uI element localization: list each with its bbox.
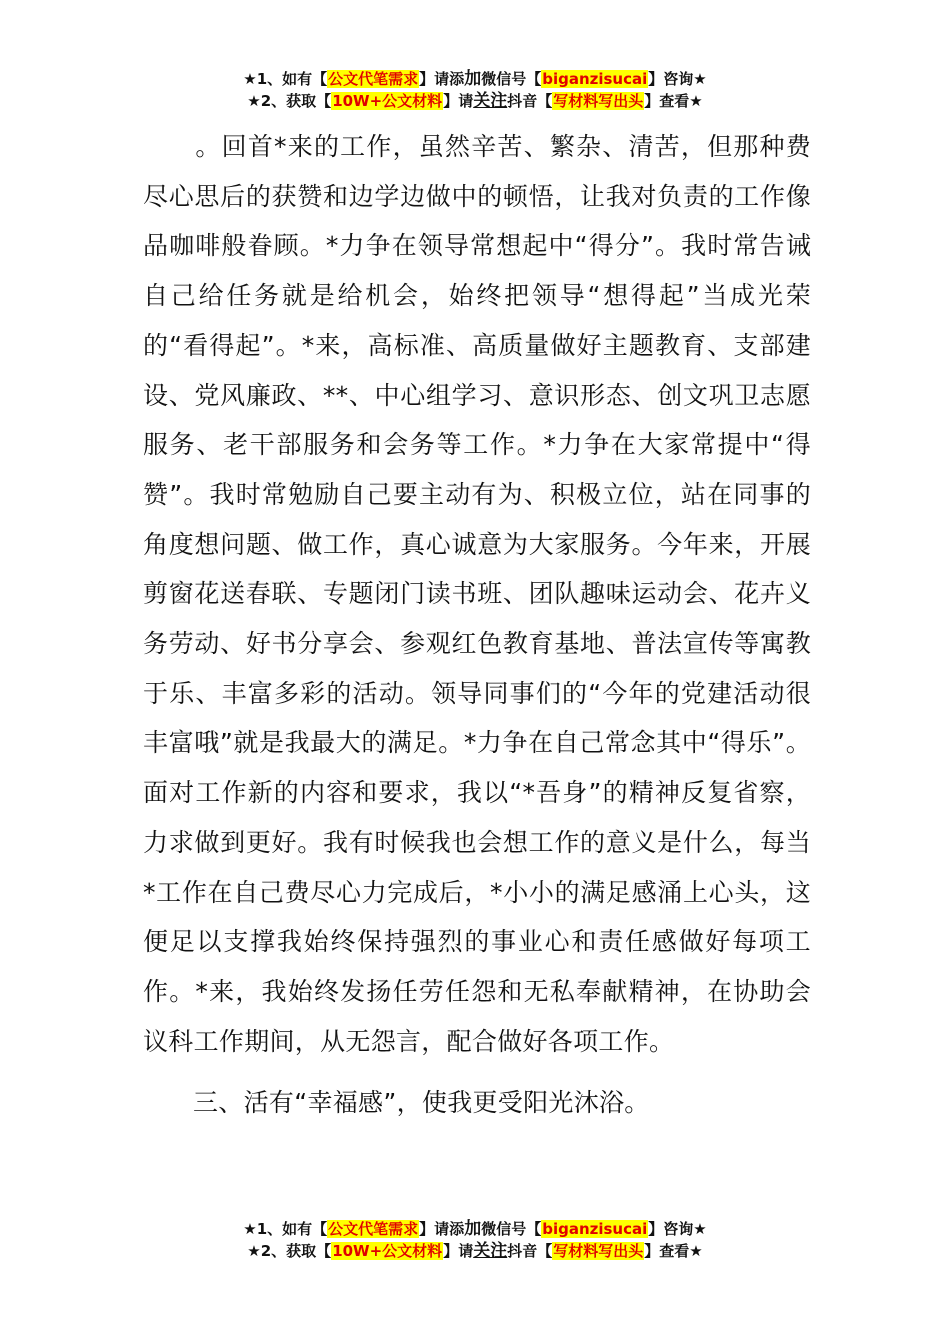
banner-text: 】请 <box>443 1242 474 1260</box>
banner-text: 】咨询★ <box>648 70 707 88</box>
highlight-douyin: 写材料写出头 <box>553 92 644 110</box>
body-paragraph: 。回首*来的工作，虽然辛苦、繁杂、清苦，但那种费尽心思后的获赞和边学边做中的顿悟，让我对负责的工作像品咖啡般眷顾。*力争在领导常想起中“得分”。我时常告诫自己给任务就是给机会，始终把领导“想得起”当成光荣的“看得起”。*来，高标准、高质量做好主题教育、支部建设、党风廉政、**、中心组学习、意识形态、创文巩卫志愿服务、老干部服务和会务等工作。*力争在大家常提中“得赞”。我时常勉励自己要主动有为、积极立位，站在同事的角度想问题、做工作，真心诚意为大家服务。今年来，开展剪窗花送春联、专题闭门读书班、团队趣味运动会、花卉义务劳动、好书分享会、参观红色教育基地、普法宣传等寓教于乐、丰富多彩的活动。领导同事们的“今年的党建活动很丰富哦”就是我最大的满足。*力争在自己常念其中“得乐”。面对工作新的内容和要求，我以“*吾身”的精神反复省察，力求做到更好。我有时候我也会想工作的意义是什么，每当*工作在自己费尽心力完成后，*小小的满足感涌上心头，这便足以支撑我始终保持强烈的事业心和责任感做好每项工作。*来，我始终发扬任劳任怨和无私奉献精神，在协助会议科工作期间，从无怨言，配合做好各项工作。 <box>143 132 811 1056</box>
banner-text: 】查看★ <box>644 92 703 110</box>
highlight-materials: 10W+公文材料 <box>332 1242 443 1260</box>
banner-text: 加 <box>464 1219 482 1239</box>
banner-line-1 <box>0 68 950 90</box>
highlight-wechat-id: biganzisucai <box>542 70 648 88</box>
banner-text: 】请添 <box>419 1220 465 1238</box>
banner-line-2 <box>0 90 950 112</box>
banner-text: ★1、如有【 <box>243 70 328 88</box>
banner-text: 微信号【 <box>481 70 542 88</box>
banner-text: 关注 <box>473 1241 508 1261</box>
banner-text: ★2、获取【 <box>247 92 332 110</box>
section-heading: 三、活有“幸福感”，使我更受阳光沐浴。 <box>193 1088 650 1118</box>
banner-line-1 <box>0 1218 950 1240</box>
banner-text: 】咨询★ <box>648 1220 707 1238</box>
footer-banner <box>0 1218 950 1262</box>
document-body <box>143 122 811 1128</box>
banner-text: 抖音【 <box>507 92 553 110</box>
banner-text: 加 <box>464 69 482 89</box>
banner-text: 】查看★ <box>644 1242 703 1260</box>
banner-text: ★1、如有【 <box>243 1220 328 1238</box>
highlight-douyin: 写材料写出头 <box>553 1242 644 1260</box>
banner-text: 微信号【 <box>481 1220 542 1238</box>
banner-text: 抖音【 <box>507 1242 553 1260</box>
highlight-wechat-id: biganzisucai <box>542 1220 648 1238</box>
highlight-materials: 10W+公文材料 <box>332 92 443 110</box>
banner-text: 】请添 <box>419 70 465 88</box>
banner-text: 】请 <box>443 92 474 110</box>
highlight-service: 公文代笔需求 <box>328 70 419 88</box>
banner-line-2 <box>0 1240 950 1262</box>
banner-text: 关注 <box>473 91 508 111</box>
banner-text: ★2、获取【 <box>247 1242 332 1260</box>
header-banner <box>0 68 950 112</box>
highlight-service: 公文代笔需求 <box>328 1220 419 1238</box>
